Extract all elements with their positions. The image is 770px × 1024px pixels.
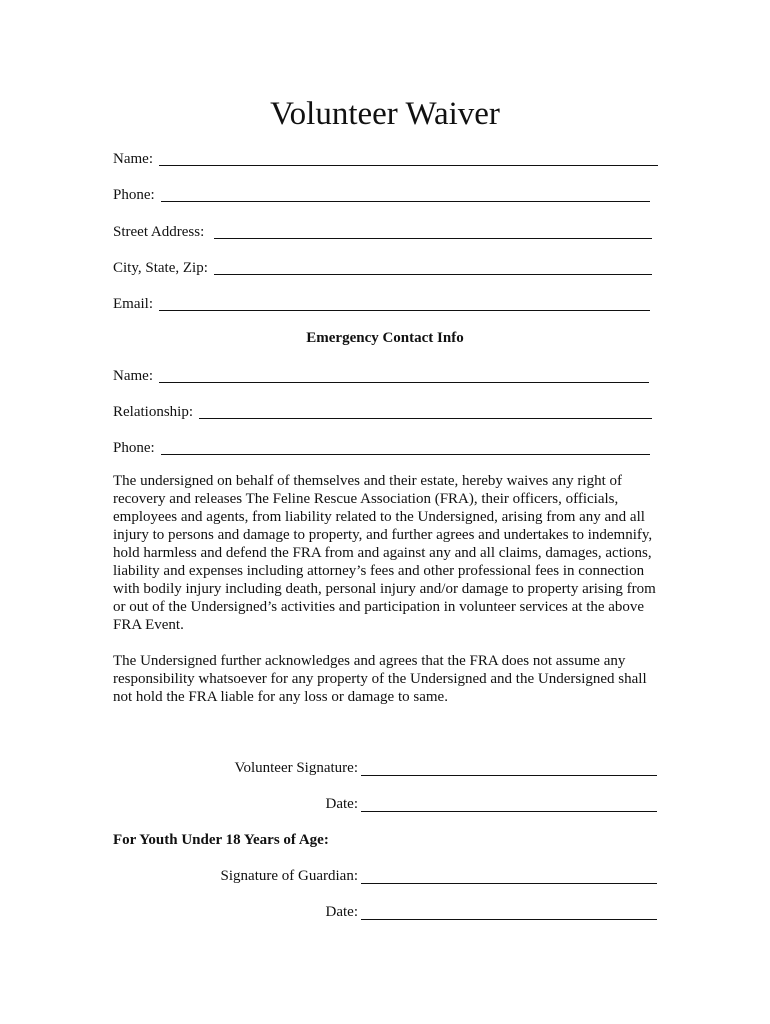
emergency-name-label: Name: [113, 368, 153, 384]
phone-label: Phone: [113, 187, 155, 203]
volunteer-date-field [0, 795, 770, 815]
guardian-date-label: Date: [325, 904, 358, 920]
waiver-paragraph: The undersigned on behalf of themselves and their estate, hereby waives any right of recovery and releases The Feline Rescue Association (FRA), their officers, officials, employees and agents, from liability related to the Undersigned, arising from any and all injury to persons and damage to property, and further agrees and undertakes to indemnify, hold harmless and defend the FRA from and against any and all claims, damages, actions, liability and expenses including attorney’s fees and other professional fees in connection with bodily injury including death, personal injury and/or damage to property arising from or out of the Undersigned’s activities and participation in volunteer services at the above FRA Event. [113, 473, 656, 633]
guardian-signature-label: Signature of Guardian: [220, 868, 358, 884]
emergency-contact-heading: Emergency Contact Info [306, 330, 464, 346]
emergency-name-input-line[interactable] [159, 367, 649, 383]
emergency-phone-input-line[interactable] [161, 439, 650, 455]
name-field [113, 148, 658, 168]
guardian-signature-field [0, 867, 770, 887]
volunteer-date-label: Date: [325, 796, 358, 812]
city-state-zip-input-line[interactable] [214, 259, 652, 275]
relationship-label: Relationship: [113, 404, 193, 420]
street-address-label: Street Address: [113, 224, 205, 240]
email-label: Email: [113, 296, 153, 312]
phone-field [113, 184, 650, 204]
page-title: Volunteer Waiver [270, 96, 500, 132]
city-state-zip-field [113, 257, 652, 277]
guardian-date-line[interactable] [361, 919, 657, 920]
phone-input-line[interactable] [161, 186, 650, 202]
relationship-input-line[interactable] [199, 403, 652, 419]
relationship-field [113, 401, 652, 421]
street-address-input-line[interactable] [214, 223, 652, 239]
guardian-signature-line[interactable] [361, 883, 657, 884]
acknowledgement-paragraph: The Undersigned further acknowledges and agrees that the FRA does not assume any responsibility whatsoever for any property of the Undersigned and the Undersigned shall not hold the FRA liable for any loss or damage to same. [113, 653, 647, 705]
street-address-field [113, 221, 652, 241]
volunteer-signature-line[interactable] [361, 775, 657, 776]
city-state-zip-label: City, State, Zip: [113, 260, 208, 276]
emergency-phone-label: Phone: [113, 440, 155, 456]
youth-heading: For Youth Under 18 Years of Age: [113, 832, 329, 848]
guardian-date-field [0, 903, 770, 923]
name-label: Name: [113, 151, 153, 167]
volunteer-signature-label: Volunteer Signature: [234, 760, 358, 776]
email-input-line[interactable] [159, 295, 650, 311]
volunteer-signature-field [0, 759, 770, 779]
name-input-line[interactable] [159, 150, 658, 166]
emergency-phone-field [113, 437, 650, 457]
volunteer-date-line[interactable] [361, 811, 657, 812]
emergency-name-field [113, 365, 649, 385]
email-field [113, 293, 650, 313]
